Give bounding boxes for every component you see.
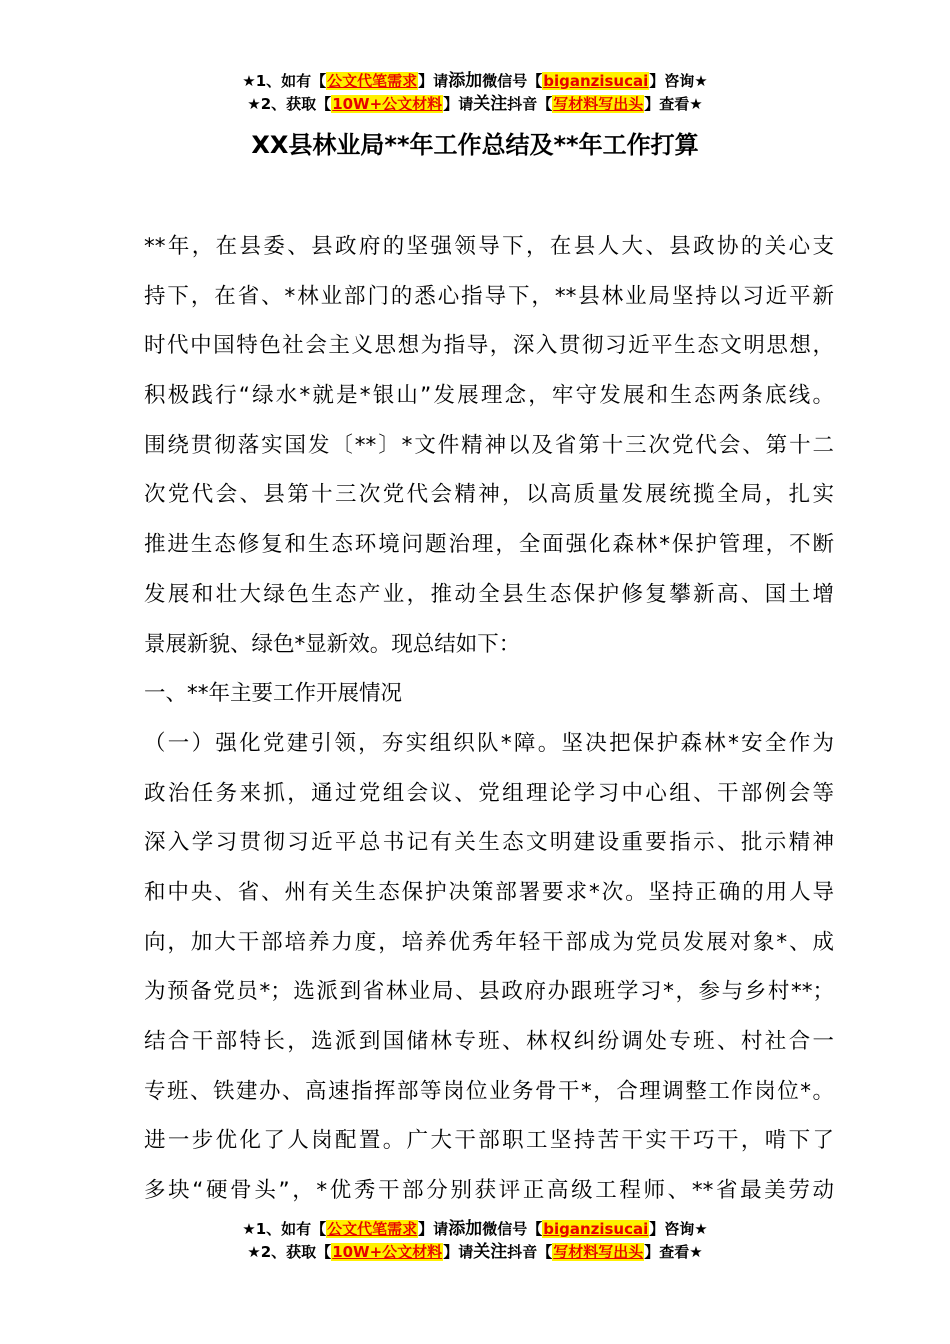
body-line: 推进生态修复和生态环境问题治理，全面强化森林*保护管理，不断 bbox=[144, 532, 834, 558]
body-line: 景展新貌、绿色*显新效。现总结如下： bbox=[144, 631, 521, 657]
body-line: 和中央、省、州有关生态保护决策部署要求*次。坚持正确的用人导 bbox=[144, 879, 834, 905]
promo-text: 】请 bbox=[443, 95, 474, 113]
body-line: 持下，在省、*林业部门的悉心指导下，**县林业局坚持以习近平新 bbox=[144, 283, 834, 309]
promo-text: 】请 bbox=[418, 72, 449, 90]
promo-text: ★1、如有【 bbox=[242, 72, 327, 90]
footer-promo-banner bbox=[0, 1218, 950, 1264]
promo-text: 】咨询★ bbox=[649, 72, 708, 90]
promo-text: 关注 bbox=[473, 1242, 508, 1262]
promo-text: 】请 bbox=[443, 1243, 474, 1261]
promo-line-1 bbox=[0, 1218, 950, 1241]
promo-text: 添加 bbox=[448, 71, 483, 91]
promo-text: 】查看★ bbox=[644, 1243, 703, 1261]
body-line: 深入学习贯彻习近平总书记有关生态文明建设重要指示、批示精神 bbox=[144, 830, 834, 856]
promo-text: 关注 bbox=[473, 94, 508, 114]
body-line: **年，在县委、县政府的坚强领导下，在县人大、县政协的关心支 bbox=[144, 234, 834, 259]
promo-line-2 bbox=[0, 93, 950, 116]
promo-highlight: 写材料写出头 bbox=[553, 95, 644, 113]
promo-line-2 bbox=[0, 1241, 950, 1264]
body-line: 时代中国特色社会主义思想为指导，深入贯彻习近平生态文明思想， bbox=[144, 333, 834, 359]
body-line: 发展和壮大绿色生态产业，推动全县生态保护修复攀新高、国土增 bbox=[144, 581, 834, 607]
promo-text: 微信号【 bbox=[482, 1220, 543, 1238]
promo-text: 】请 bbox=[418, 1220, 449, 1238]
promo-highlight: 10W+公文材料 bbox=[332, 95, 443, 113]
promo-highlight: 公文代笔需求 bbox=[327, 1220, 418, 1238]
document-title: XX县林业局**年工作总结及**年工作打算 bbox=[251, 131, 699, 159]
promo-text: ★2、获取【 bbox=[247, 1243, 332, 1261]
promo-highlight: biganzisucai bbox=[543, 1220, 649, 1238]
promo-text: 抖音【 bbox=[507, 95, 553, 113]
promo-highlight: biganzisucai bbox=[543, 72, 649, 90]
promo-text: 添加 bbox=[448, 1219, 483, 1239]
body-line: 专班、铁建办、高速指挥部等岗位业务骨干*，合理调整工作岗位*。 bbox=[144, 1078, 834, 1104]
body-line: 政治任务来抓，通过党组会议、党组理论学习中心组、干部例会等 bbox=[144, 780, 834, 806]
promo-text: 微信号【 bbox=[482, 72, 543, 90]
body-line: 围绕贯彻落实国发〔**〕*文件精神以及省第十三次党代会、第十二 bbox=[144, 432, 834, 458]
promo-highlight: 10W+公文材料 bbox=[332, 1243, 443, 1261]
body-line: 积极践行“绿水*就是*银山”发展理念，牢守发展和生态两条底线。 bbox=[144, 383, 834, 409]
header-promo-banner bbox=[0, 70, 950, 116]
promo-highlight: 写材料写出头 bbox=[553, 1243, 644, 1261]
document-body bbox=[144, 222, 834, 1216]
body-line: 进一步优化了人岗配置。广大干部职工坚持苦干实干巧干，啃下了 bbox=[144, 1128, 834, 1154]
promo-highlight: 公文代笔需求 bbox=[327, 72, 418, 90]
body-line: 结合干部特长，选派到国储林专班、林权纠纷调处专班、村社合一 bbox=[144, 1029, 834, 1054]
promo-text: 】查看★ bbox=[644, 95, 703, 113]
promo-text: ★2、获取【 bbox=[247, 95, 332, 113]
promo-text: ★1、如有【 bbox=[242, 1220, 327, 1238]
promo-line-1 bbox=[0, 70, 950, 93]
promo-text: 抖音【 bbox=[507, 1243, 553, 1261]
body-line: 次党代会、县第十三次党代会精神，以高质量发展统揽全局，扎实 bbox=[144, 482, 834, 508]
body-line: 多块“硬骨头”，*优秀干部分别获评正高级工程师、**省最美劳动 bbox=[144, 1178, 834, 1204]
body-line: 向，加大干部培养力度，培养优秀年轻干部成为党员发展对象*、成 bbox=[144, 929, 834, 955]
body-line: （一）强化党建引领，夯实组织队*障。坚决把保护森林*安全作为 bbox=[144, 730, 834, 756]
body-line: 为预备党员*；选派到省林业局、县政府办跟班学习*，参与乡村**； bbox=[144, 979, 834, 1005]
section-heading: 一、**年主要工作开展情况 bbox=[144, 681, 403, 707]
promo-text: 】咨询★ bbox=[649, 1220, 708, 1238]
